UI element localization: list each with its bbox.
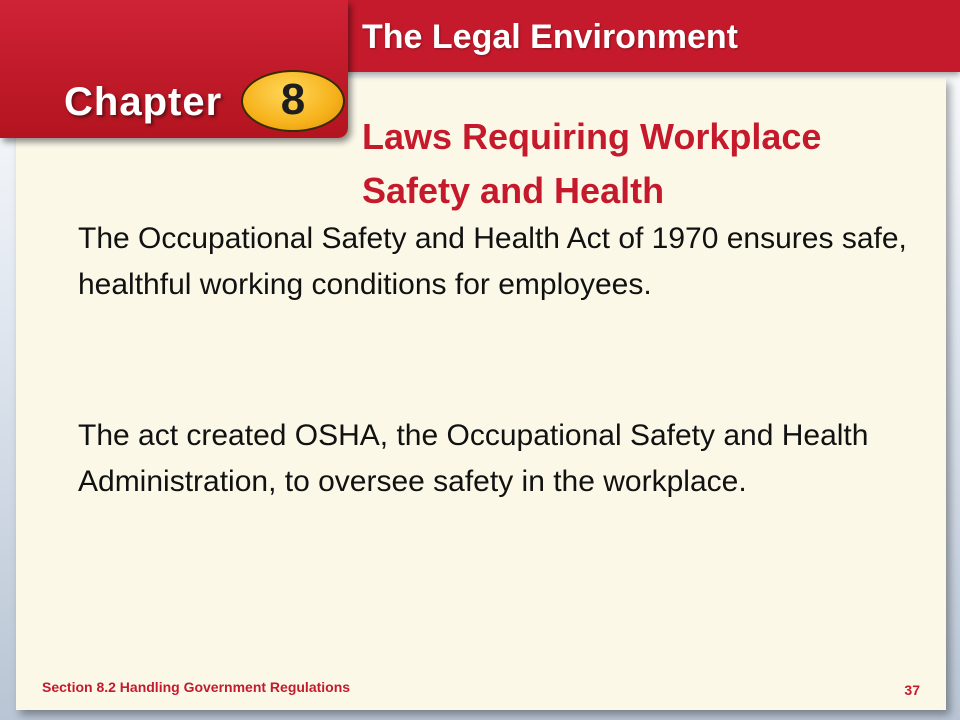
body-paragraph-2: The act created OSHA, the Occupational Safety and Health Administration, to oversee safety in the workplace. bbox=[78, 419, 869, 498]
footer-section-label: Section 8.2 Handling Government Regulations bbox=[42, 679, 351, 695]
chapter-tab bbox=[0, 0, 348, 138]
body-paragraph-1: The Occupational Safety and Health Act of 1970 ensures safe, healthful working conditions for employees. bbox=[78, 222, 907, 301]
footer-page-number: 37 bbox=[904, 682, 920, 698]
slide-title-line-2: Safety and Health bbox=[362, 170, 665, 211]
slide-title-line-1: Laws Requiring Workplace bbox=[362, 116, 822, 157]
slide-title bbox=[362, 110, 932, 218]
header-title: The Legal Environment bbox=[362, 18, 738, 56]
chapter-number-badge: 8 bbox=[241, 70, 345, 132]
chapter-label: Chapter bbox=[64, 80, 223, 124]
